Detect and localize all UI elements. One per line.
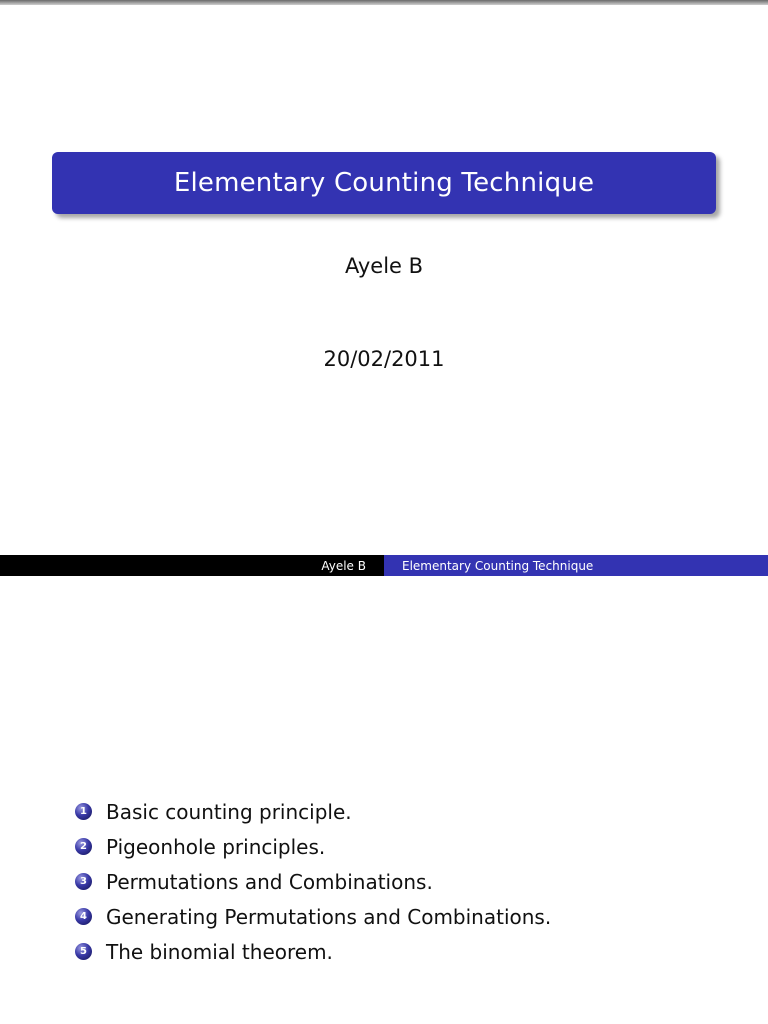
title-slide xyxy=(0,5,768,576)
outline-slide xyxy=(0,576,768,1024)
outline-item xyxy=(75,899,551,934)
outline-item-text: Basic counting principle. xyxy=(106,799,352,824)
outline-item xyxy=(75,934,551,969)
numbered-bullet-icon: 4 xyxy=(75,908,92,925)
title-box xyxy=(52,152,716,214)
slide-date: 20/02/2011 xyxy=(323,347,445,371)
slide-title: Elementary Counting Technique xyxy=(173,168,595,198)
slide-author: Ayele B xyxy=(344,254,424,278)
slide-footer xyxy=(0,555,768,576)
outline-item xyxy=(75,829,551,864)
footer-title: Elementary Counting Technique xyxy=(402,558,594,573)
numbered-bullet-icon: 2 xyxy=(75,838,92,855)
outline-item-text: Pigeonhole principles. xyxy=(106,834,326,859)
outline-item-text: Generating Permutations and Combinations. xyxy=(106,904,552,929)
numbered-bullet-icon: 3 xyxy=(75,873,92,890)
outline-item xyxy=(75,864,551,899)
outline-item-text: Permutations and Combinations. xyxy=(106,869,433,894)
outline-item xyxy=(75,794,551,829)
numbered-bullet-icon: 1 xyxy=(75,803,92,820)
outline-item-text: The binomial theorem. xyxy=(106,939,333,964)
footer-title-section xyxy=(384,555,768,576)
footer-author: Ayele B xyxy=(321,558,366,573)
outline-list xyxy=(75,794,551,969)
footer-author-section xyxy=(0,555,384,576)
numbered-bullet-icon: 5 xyxy=(75,943,92,960)
